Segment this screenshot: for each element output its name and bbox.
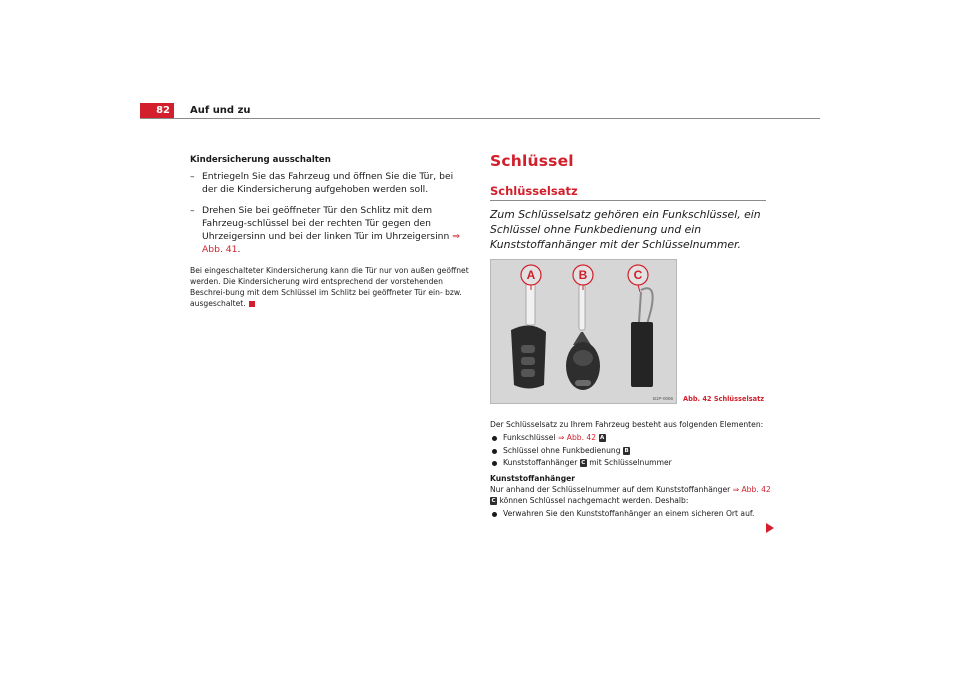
sub-heading: Kunststoffanhänger [490, 474, 576, 484]
sub-text-1: Nur anhand der Schlüsselnummer auf dem Kunststoffanhänger [490, 484, 731, 494]
item-text: Schlüssel ohne Funkbedienung [503, 445, 621, 455]
list-item [490, 446, 775, 457]
step-end: . [237, 244, 241, 256]
figure-link[interactable]: ⇒ Abb. 42 [732, 484, 771, 494]
figure-link[interactable]: ⇒ Abb. 42 [557, 432, 597, 442]
next-page-arrow-icon[interactable] [766, 523, 774, 533]
key-set-figure [490, 259, 677, 404]
note-body: Bei eingeschalteter Kindersicherung kann die Tür nur von außen geöffnet werden. Die Kindersicherung wird entsprechend der vorstehenden Beschrei-bung mit dem Schlüssel im Schlitz bei geöffneter Tür ein- bzw. ausgeschaltet. [190, 266, 469, 308]
step-text: Entriegeln Sie das Fahrzeug und öffnen Sie die Tür, bei der die Kindersicherung aufgehoben werden soll. [202, 171, 454, 196]
intro-text: Der Schlüsselsatz zu Ihrem Fahrzeug besteht aus folgenden Elementen: [490, 420, 764, 429]
label-b: B [578, 268, 588, 282]
chapter-title: Auf und zu [190, 105, 251, 116]
item-text: Verwahren Sie den Kunststoffanhänger an einem sicheren Ort auf. [503, 508, 755, 518]
item-text: Funkschlüssel [503, 432, 556, 442]
figure-label-b [573, 265, 593, 290]
figure-code: B1P-0066 [653, 396, 674, 401]
lead-paragraph: Zum Schlüsselsatz gehören ein Funkschlüssel, ein Schlüssel ohne Funkbedienung und ein Kunststoffanhänger mit der Schlüsselnummer. [490, 208, 761, 251]
list-item [490, 509, 775, 520]
plain-key-image [566, 285, 600, 390]
subsection-title: Schlüsselsatz [490, 184, 578, 198]
remote-key-image [511, 283, 546, 389]
section-heading: Kindersicherung ausschalten [190, 155, 331, 165]
list-item [490, 458, 775, 469]
header-divider [140, 118, 820, 119]
key-set-body [490, 420, 775, 519]
step-text: Drehen Sie bei geöffneter Tür den Schlitz mit dem Fahrzeug-schlüssel bei der rechten Tür gegen den Uhrzeigersinn und bei der linken Tür im Uhrzeigersinn [202, 204, 450, 243]
step-item [190, 170, 470, 196]
subsection-divider [490, 200, 766, 201]
label-c: C [633, 268, 643, 282]
page-number: 82 [140, 103, 174, 118]
badge-c: C [491, 497, 496, 504]
badge-a: A [600, 434, 605, 441]
list-item [490, 433, 775, 444]
key-set-illustration [491, 260, 676, 403]
label-a: A [526, 268, 536, 282]
item-text: Kunststoffanhänger [503, 458, 578, 468]
step-item [190, 204, 470, 257]
note-text [190, 266, 470, 309]
sub-text-2: können Schlüssel nachgemacht werden. Deshalb: [499, 495, 689, 505]
figure-link[interactable]: ⇒ Abb. 41 [202, 231, 460, 256]
plastic-tag-image [631, 288, 653, 387]
figure-label-a [521, 265, 541, 290]
right-column [490, 150, 766, 252]
item-text-after: mit Schlüsselnummer [589, 458, 672, 468]
badge-b: B [624, 447, 629, 454]
page-section-title: Schlüssel [490, 152, 574, 170]
sub-paragraph [490, 485, 775, 507]
badge-c: C [581, 460, 586, 467]
figure-caption: Abb. 42 Schlüsselsatz [683, 395, 765, 403]
end-of-section-icon [249, 301, 255, 307]
left-column [190, 154, 470, 310]
